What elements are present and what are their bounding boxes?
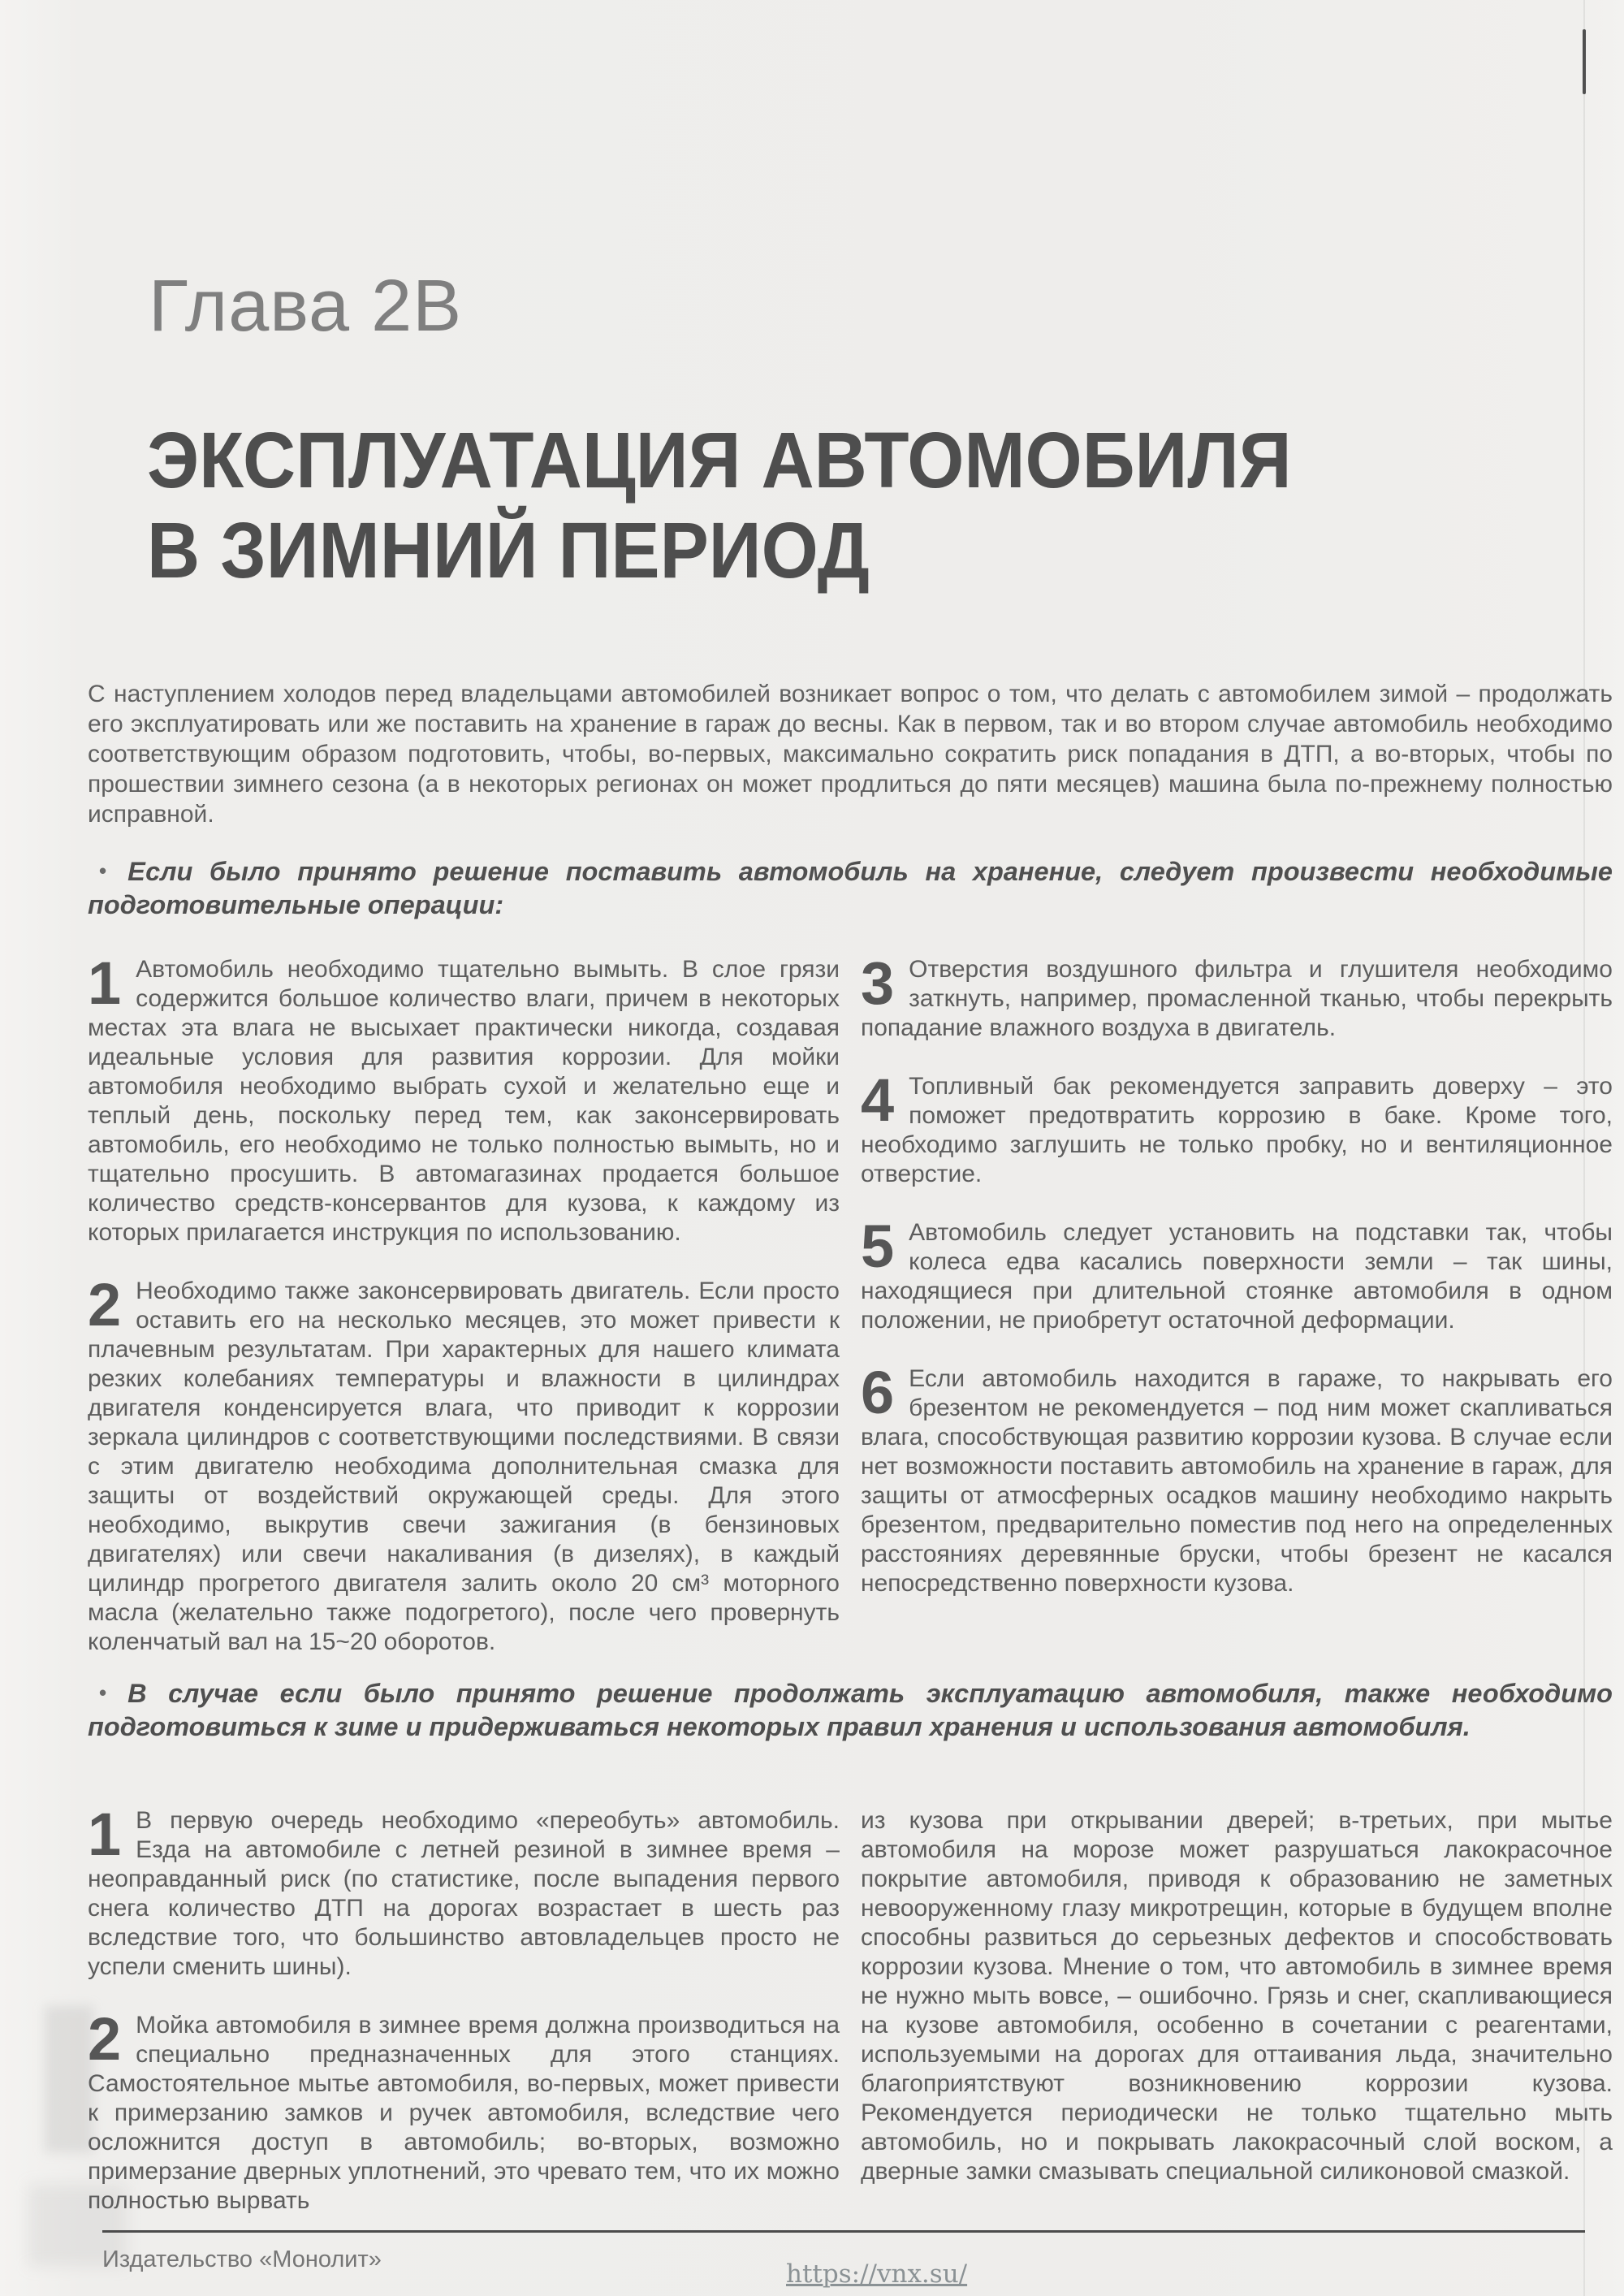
section-2-columns: [88, 1801, 1613, 2216]
item-text: Отверстия воздушного фильтра и глушителя необходимо заткнуть, например, промасленной тканью, чтобы перекрыть попадание влажного воздуха в двигатель.: [861, 956, 1613, 1041]
page-title-line-1: ЭКСПЛУАТАЦИЯ АВТОМОБИЛЯ: [147, 416, 1292, 504]
item-number: 2: [88, 2005, 122, 2073]
numbered-item: [88, 2005, 840, 2216]
numbered-item: [88, 949, 840, 1247]
section-1-right-column: [861, 949, 1613, 1657]
item-number: 3: [861, 949, 895, 1017]
chapter-heading: Глава 2В: [149, 266, 463, 347]
continuation-paragraph: из кузова при открывании дверей; в-третьих, при мытье автомобиля на морозе может разрушаться лакокрасочное покрытие автомобиля, приводя к образованию не заметных невооруженному глазу микротрещин, которые в будущем вполне способны развиться до серьезных дефектов и способствовать коррозии кузова. Мнение о том, что автомобиль в зимнее время не нужно мыть вовсе, – ошибочно. Грязь и снег, скапливающиеся на кузове автомобиля, особенно в сочетании с реагентами, используемыми на дорогах для оттаивания льда, значительно благоприятствуют возникновению коррозии кузова. Рекомендуется периодически не только тщательно мыть автомобиль, но и покрывать лакокрасочный слой воском, а дверные замки смазывать специальной силиконовой смазкой.: [861, 1807, 1613, 2185]
section-1-heading: [88, 854, 1613, 922]
numbered-item: [861, 949, 1613, 1043]
bullet-icon: •: [99, 858, 107, 883]
numbered-item: [861, 1066, 1613, 1189]
section-1-left-column: [88, 949, 840, 1657]
item-number: 1: [88, 949, 122, 1017]
item-number: 6: [861, 1359, 895, 1426]
section-1-heading-text: Если было принято решение поставить автомобиль на хранение, следует произвести необходимые подготовительные операции:: [88, 857, 1613, 919]
item-text: Если автомобиль находится в гараже, то накрывать его брезентом не рекомендуется – под ним может скапливаться влага, способствующая развитию коррозии кузова. В случае если нет возможности поставить автомобиль на хранение в гараж, для защиты от атмосферных осадков машину необходимо накрыть брезентом, предварительно поместив под него на определенных расстояниях деревянные бруски, чтобы брезент не касался непосредственно поверхности кузова.: [861, 1365, 1613, 1597]
item-text: Топливный бак рекомендуется заправить доверху – это поможет предотвратить коррозию в баке. Кроме того, необходимо заглушить не только пробку, но и вентиляционное отверстие.: [861, 1073, 1613, 1187]
item-number: 1: [88, 1801, 122, 1868]
site-link[interactable]: https://vnx.su/: [786, 2259, 968, 2289]
numbered-item: [88, 1271, 840, 1657]
bullet-icon: •: [99, 1680, 107, 1705]
item-text: Автомобиль необходимо тщательно вымыть. В слое грязи содержится большое количество влаги, причем в некоторых местах эта влага не высыхает практически никогда, создавая идеальные условия для развития коррозии. Для мойки автомобиля необходимо выбрать сухой и желательно еще и теплый день, поскольку перед тем, как законсервировать автомобиль, его необходимо не только полностью вымыть, но и тщательно просушить. В автомагазинах продается большое количество средств-консервантов для кузова, к каждому из которых прилагается инструкция по использованию.: [88, 956, 840, 1246]
scan-smudge: [45, 2006, 93, 2152]
item-text: Необходимо также законсервировать двигатель. Если просто оставить его на несколько месяцев, это может привести к плачевным результатам. При характерных для нашего климата резких колебаниях температуры и влажности в цилиндрах двигателя конденсируется влага, что приводит к коррозии зеркала цилиндров с соответствующими последствиями. В связи с этим двигателю необходима дополнительная смазка для защиты от воздействий окружающей среды. Для этого необходимо, выкрутив свечи зажигания (в бензиновых двигателях) или свечи накаливания (в дизелях), в каждый цилиндр прогретого двигателя залить около 20 см³ моторного масла (желательно также подогретого), после чего провернуть коленчатый вал на 15~20 оборотов.: [88, 1278, 840, 1655]
publisher-label: Издательство «Монолит»: [102, 2246, 382, 2272]
section-1-columns: [88, 949, 1613, 1657]
page-title: [147, 416, 1292, 595]
item-text: Мойка автомобиля в зимнее время должна производиться на специально предназначенных для этого станциях. Самостоятельное мытье автомобиля, во-первых, может привести к примерзанию замков и ручек автомобиля, вследствие чего осложнится доступ в автомобиль; во-вторых, возможно примерзание дверных уплотнений, это чревато тем, что их можно полностью вырвать: [88, 2012, 840, 2214]
item-number: 5: [861, 1213, 895, 1280]
numbered-item: [861, 1213, 1613, 1335]
section-2-heading-text: В случае если было принято решение продолжать эксплуатацию автомобиля, также необходимо подготовиться к зиме и придерживаться некоторых правил хранения и использования автомобиля.: [88, 1679, 1613, 1741]
section-2-right-column: [861, 1806, 1613, 2216]
scan-edge-mark: [1583, 29, 1586, 94]
footer-divider: [102, 2230, 1585, 2233]
item-number: 4: [861, 1066, 895, 1134]
item-number: 2: [88, 1271, 122, 1338]
section-2-heading: [88, 1676, 1613, 1744]
numbered-item: [861, 1359, 1613, 1598]
page-title-line-2: В ЗИМНИЙ ПЕРИОД: [147, 505, 870, 595]
item-text: В первую очередь необходимо «переобуть» автомобиль. Езда на автомобиле с летней резиной в зимнее время – неоправданный риск (по статистике, после выпадения первого снега количество ДТП на дорогах возрастает в шесть раз вследствие того, что большинство автовладельцев просто не успели сменить шины).: [88, 1807, 840, 1980]
numbered-item: [88, 1801, 840, 1982]
intro-paragraph: С наступлением холодов перед владельцами автомобилей возникает вопрос о том, что делать с автомобилем зимой – продолжать его эксплуатировать или же поставить на хранение в гараж до весны. Как в первом, так и во втором случае автомобиль необходимо соответствующим образом подготовить, чтобы, во-первых, максимально сократить риск попадания в ДТП, а во-вторых, чтобы по прошествии зимнего сезона (а в некоторых регионах он может продлиться до пяти месяцев) машина была по-прежнему полностью исправной.: [88, 681, 1613, 828]
item-text: Автомобиль следует установить на подставки так, чтобы колеса едва касались поверхности земли – так шины, находящиеся при длительной стоянке автомобиля в одном положении, не приобретут остаточной деформации.: [861, 1219, 1613, 1334]
section-2-left-column: [88, 1801, 840, 2216]
